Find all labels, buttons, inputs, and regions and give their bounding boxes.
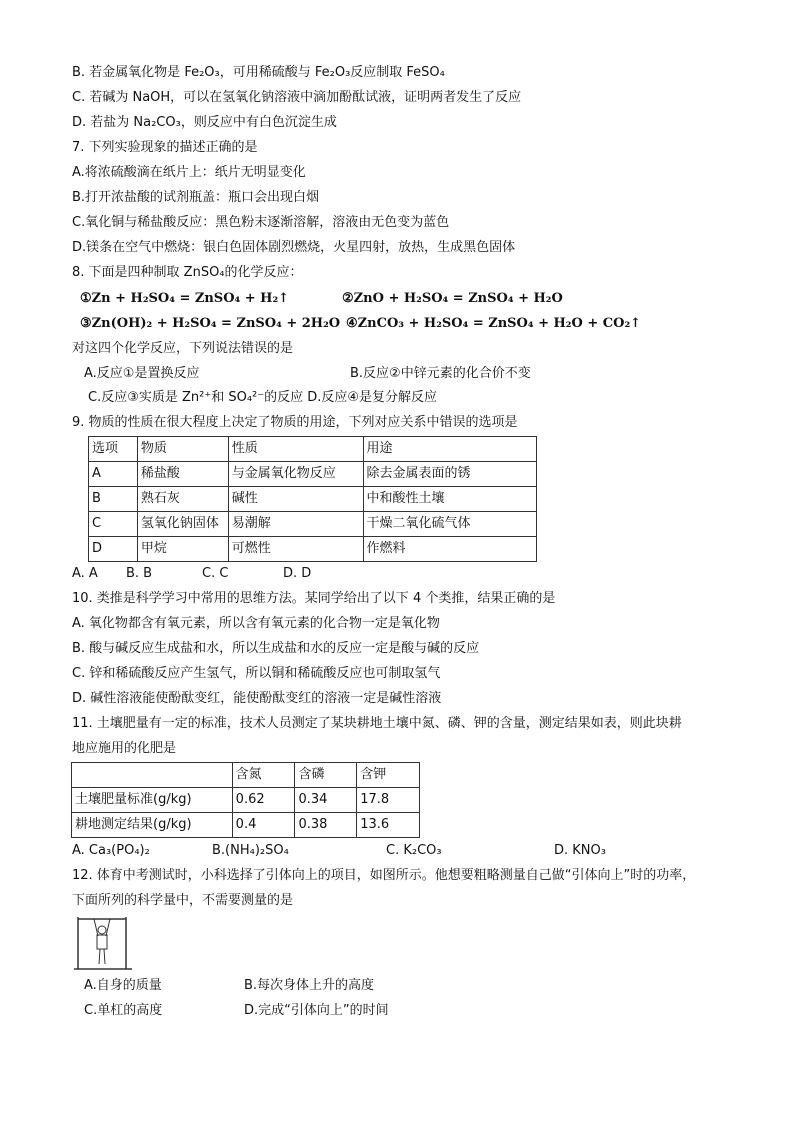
table-row [89, 487, 537, 512]
table-header-cell: 含钾 [357, 763, 420, 788]
q8-reaction-2: ②ZnO + H₂SO₄ = ZnSO₄ + H₂O [342, 291, 563, 306]
table-header-cell: 含磷 [295, 763, 357, 788]
table-header-cell: 用途 [363, 437, 536, 462]
q8-stem: 8. 下面是四种制取 ZnSO₄的化学反应： [72, 265, 303, 280]
q11-option-c: C. K₂CO₃ [386, 843, 442, 858]
q9-option-b: B. B [126, 566, 153, 581]
table-cell: 稀盐酸 [137, 462, 228, 487]
q8-reaction-1: ①Zn + H₂SO₄ = ZnSO₄ + H₂↑ [80, 291, 290, 306]
q8-question: 对这四个化学反应，下列说法错误的是 [72, 341, 294, 356]
q10-option-c: C. 锌和稀硫酸反应产生氢气，所以铜和稀硫酸反应也可制取氢气 [72, 666, 441, 681]
q11-table [71, 762, 420, 838]
q9-option-c: C. C [202, 566, 229, 581]
q9-option-a: A. A [72, 566, 98, 581]
q12-option-b: B.每次身体上升的高度 [244, 978, 375, 993]
table-header-cell: 含氮 [232, 763, 295, 788]
q8-option-a: A.反应①是置换反应 [84, 366, 200, 381]
table-row [72, 813, 420, 838]
table-cell: 作燃料 [363, 537, 536, 562]
table-cell: 0.4 [232, 813, 295, 838]
q10-stem: 10. 类推是科学学习中常用的思维方法。某同学给出了以下 4 个类推，结果正确的是 [72, 591, 556, 606]
table-header-cell [72, 763, 233, 788]
q9-table [88, 436, 537, 562]
q8-option-b: B.反应②中锌元素的化合价不变 [350, 366, 531, 381]
q12-option-d: D.完成“引体向上”的时间 [244, 1003, 389, 1018]
q8-option-cd: C.反应③实质是 Zn²⁺和 SO₄²⁻的反应 D.反应④是复分解反应 [88, 390, 438, 405]
q10-option-b: B. 酸与碱反应生成盐和水，所以生成盐和水的反应一定是酸与碱的反应 [72, 641, 480, 656]
q7-option-c: C.氧化铜与稀盐酸反应：黑色粉末逐渐溶解，溶液由无色变为蓝色 [72, 215, 450, 230]
table-row [89, 537, 537, 562]
table-cell: 与金属氧化物反应 [228, 462, 363, 487]
q7-option-b: B.打开浓盐酸的试剂瓶盖：瓶口会出现白烟 [72, 190, 320, 205]
q11-stem-line2: 地应施用的化肥是 [72, 741, 177, 756]
table-row [72, 788, 420, 813]
q10-option-d: D. 碱性溶液能使酚酞变红，能使酚酞变红的溶液一定是碱性溶液 [72, 691, 442, 706]
q11-option-a: A. Ca₃(PO₄)₂ [72, 843, 150, 858]
table-cell: 除去金属表面的锈 [363, 462, 536, 487]
q11-option-d: D. KNO₃ [554, 843, 606, 858]
table-cell: 0.38 [295, 813, 357, 838]
q6-option-c: C. 若碱为 NaOH，可以在氢氧化钠溶液中滴加酚酞试液，证明两者发生了反应 [72, 90, 522, 105]
table-cell: 易潮解 [228, 512, 363, 537]
q10-option-a: A. 氧化物都含有氧元素，所以含有氧元素的化合物一定是氧化物 [72, 616, 440, 631]
table-cell: 甲烷 [137, 537, 228, 562]
q9-option-d: D. D [283, 566, 312, 581]
table-header-cell: 选项 [89, 437, 138, 462]
q12-stem-line1: 12. 体育中考测试时，小科选择了引体向上的项目，如图所示。他想要粗略测量自己做“引体向上”时的功率， [72, 868, 696, 883]
table-cell: 0.62 [232, 788, 295, 813]
table-header-cell: 性质 [228, 437, 363, 462]
table-cell: 熟石灰 [137, 487, 228, 512]
q11-stem-line1: 11. 土壤肥量有一定的标准，技术人员测定了某块耕地土壤中氮、磷、钾的含量，测定结果如表，则此块耕 [72, 716, 682, 731]
table-cell: D [89, 537, 138, 562]
q6-option-b: B. 若金属氧化物是 Fe₂O₃，可用稀硫酸与 Fe₂O₃反应制取 FeSO₄ [72, 65, 445, 80]
q8-reaction-3: ③Zn(OH)₂ + H₂SO₄ = ZnSO₄ + 2H₂O [80, 316, 341, 331]
table-cell: 耕地测定结果(g/kg) [72, 813, 233, 838]
table-cell: 干燥二氧化硫气体 [363, 512, 536, 537]
q9-stem: 9. 物质的性质在很大程度上决定了物质的用途，下列对应关系中错误的选项是 [72, 415, 518, 430]
table-cell: 17.8 [357, 788, 420, 813]
table-header-cell: 物质 [137, 437, 228, 462]
table-header-row [89, 437, 537, 462]
table-header-row [72, 763, 420, 788]
q8-reaction-4: ④ZnCO₃ + H₂SO₄ = ZnSO₄ + H₂O + CO₂↑ [346, 316, 642, 331]
q12-stem-line2: 下面所列的科学量中，不需要测量的是 [72, 893, 294, 908]
table-cell: 土壤肥量标准(g/kg) [72, 788, 233, 813]
q6-option-d: D. 若盐为 Na₂CO₃，则反应中有白色沉淀生成 [72, 115, 337, 130]
q12-option-a: A.自身的质量 [84, 978, 162, 993]
pull-up-figure [72, 914, 134, 972]
table-cell: 13.6 [357, 813, 420, 838]
q11-option-b: B.(NH₄)₂SO₄ [212, 843, 289, 858]
q7-option-a: A.将浓硫酸滴在纸片上：纸片无明显变化 [72, 165, 306, 180]
q12-option-c: C.单杠的高度 [84, 1003, 163, 1018]
q7-stem: 7. 下列实验现象的描述正确的是 [72, 140, 258, 155]
table-row [89, 462, 537, 487]
table-cell: 0.34 [295, 788, 357, 813]
table-row [89, 512, 537, 537]
table-cell: B [89, 487, 138, 512]
table-cell: 可燃性 [228, 537, 363, 562]
q7-option-d: D.镁条在空气中燃烧：银白色固体剧烈燃烧，火星四射，放热，生成黑色固体 [72, 240, 516, 255]
table-cell: C [89, 512, 138, 537]
table-cell: A [89, 462, 138, 487]
table-cell: 中和酸性土壤 [363, 487, 536, 512]
table-cell: 氢氧化钠固体 [137, 512, 228, 537]
table-cell: 碱性 [228, 487, 363, 512]
